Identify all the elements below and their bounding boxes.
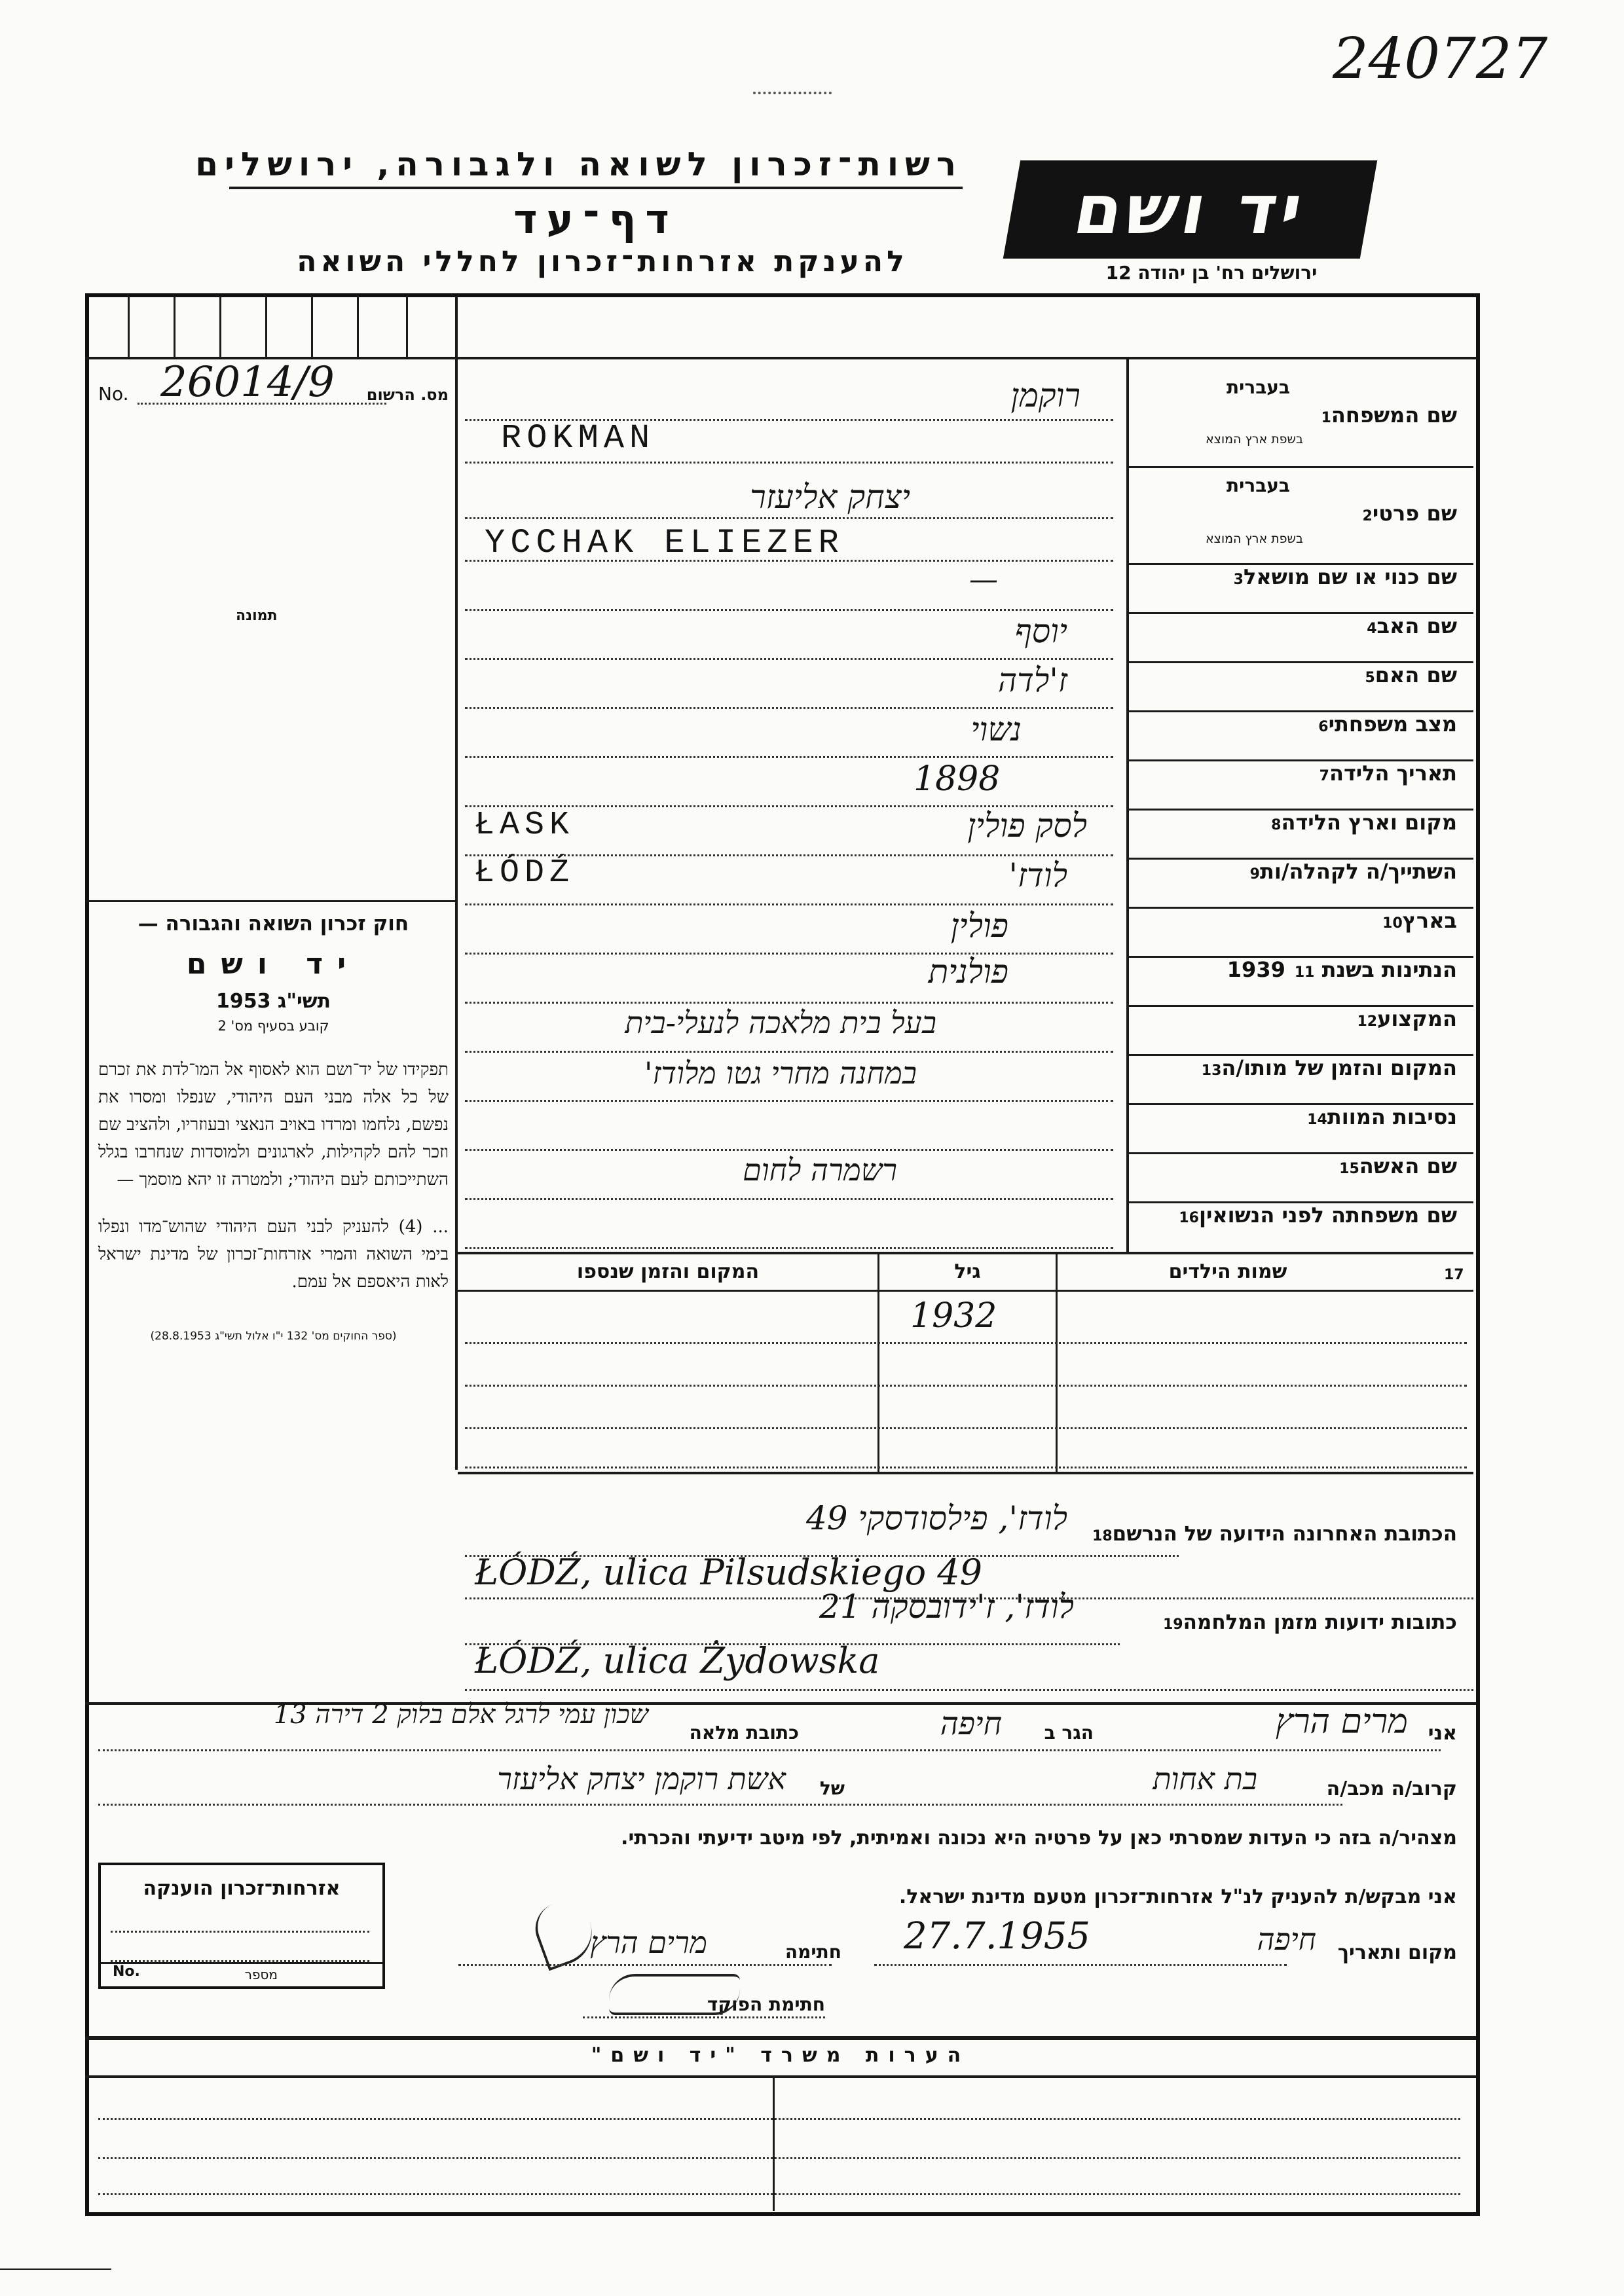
field-11-value: פולנית: [928, 953, 1008, 991]
memorial-box-no-label: No.: [113, 1963, 140, 1980]
field-5-value: ז'לדה: [997, 661, 1067, 699]
field-1-value-latin: ROKMAN: [501, 419, 655, 458]
logo-address: ירושלים רח' בן יהודה 12: [1105, 262, 1318, 283]
field-15-value: רשמרה לחום: [743, 1152, 897, 1188]
field-14-label: נסיבות המוות14: [1307, 1104, 1457, 1129]
signature-value: מרים הרץ: [590, 1925, 707, 1960]
declaration-text: מצהיר/ה בזה כי העדות שמסרתי כאן על פרטיה היא נכונה ואמיתית, לפי מיטב ידיעתי והכרתי.: [621, 1827, 1457, 1850]
field-2-value-hebrew: יצחק אליעזר: [750, 478, 910, 516]
field-13-label: המקום והזמן של מותו/ה13: [1201, 1055, 1457, 1080]
field-3-value: —: [969, 563, 998, 596]
inspector-label: חתימת הפוקד: [707, 1994, 825, 2015]
children-col-age: גיל: [954, 1260, 981, 1283]
law-section: קובע בסעיף מס' 2: [217, 1018, 329, 1034]
registration-no-label: No.: [98, 383, 129, 405]
declarant-resides-label: הגר ב: [1044, 1722, 1094, 1743]
field-2-value-latin: YCCHAK ELIEZER: [485, 524, 844, 562]
signature-label: חתימה: [784, 1941, 841, 1963]
declarant-of-person: אשת רוקמן יצחק אליעזר: [497, 1761, 786, 1796]
law-name: יד ושם: [186, 947, 361, 981]
field-15-label: שם האשה15: [1339, 1154, 1457, 1178]
declarant-name: מרים הרץ: [1275, 1702, 1408, 1741]
form-subtitle: להענקת אזרחות־זכרון לחללי השואה: [297, 245, 908, 278]
law-box: [98, 907, 449, 1343]
office-notes-title: הערות משרד "יד ושם": [591, 2044, 970, 2067]
law-paragraph-2: ... (4) להעניק לבני העם היהודי שהוש־מדו ונפלו בימי השואה והמרי אזרחות־זכרון של מדינת ישראל לאות היאספם אל עמם.: [98, 1217, 449, 1292]
field-3-label: שם כנוי או שם מושאל3: [1233, 564, 1457, 589]
law-citation: (ספר החוקים מס' 132 י"ו אלול תשי"ג 28.8.1953): [150, 1330, 397, 1343]
memorial-box-number-label: מספר: [244, 1967, 278, 1982]
field-11-label: הנתינות בשנת 193911: [1227, 957, 1457, 982]
field-1-value-hebrew: רוקמן: [1010, 376, 1080, 414]
field-18-value-hebrew: לודז', פילסודסקי 49: [805, 1499, 1067, 1537]
registration-number: 26014/9: [160, 358, 335, 407]
stray-marks: [753, 92, 832, 114]
field-2-sub-hebrew: בעברית: [1226, 475, 1290, 496]
field-1-sub-origin: בשפת ארץ המוצא: [1205, 432, 1303, 446]
declarant-address-label: כתובת מלאה: [689, 1722, 799, 1743]
children-num: 17: [1444, 1267, 1464, 1283]
field-7-value: 1898: [913, 759, 1001, 799]
field-4-label: שם האב4: [1367, 613, 1457, 638]
field-18-label: הכתובת האחרונה הידועה של הנרשם18: [1092, 1522, 1457, 1546]
field-1-label: שם המשפחה1: [1321, 403, 1457, 428]
memorial-box: [98, 1863, 385, 1989]
law-paragraph-1: תפקידו של יד־ושם הוא לאסוף אל המו־לדת את זכרם של כל אלה מבני העם היהודי, שנפלו ומסרו את נפשם, נלחמו ומרדו באויב הנאצי ובעוזריו, ולהציב שם וזכר להם לקהילות, לארגונים ולמוסדות שנחרבו בגלל השתייכותם לעם היהודי; ולמטרה זו יהא מוסמך —: [98, 1060, 449, 1190]
place-date-label: מקום ותאריך: [1337, 1941, 1457, 1964]
field-8-label: מקום וארץ הלידה8: [1271, 810, 1457, 835]
org-line: רשות־זכרון לשואה ולגבורה, ירושלים: [195, 145, 963, 183]
children-col-names: שמות הילדים: [1168, 1260, 1287, 1283]
field-19-label: כתובות ידועות מזמן המלחמה19: [1163, 1611, 1457, 1634]
declarant-full-address: שכון עמי לרגל אלם בלוק 2 דירה 13: [273, 1700, 648, 1730]
field-5-label: שם האם5: [1365, 663, 1457, 687]
declarant-ani-label: אני: [1428, 1722, 1457, 1745]
field-4-value: יוסף: [1014, 612, 1067, 650]
children-col-place: המקום והזמן שנספו: [576, 1260, 760, 1283]
field-6-value: נשוי: [970, 710, 1022, 748]
field-18-value-latin: ŁÓDŹ, ulica Pilsudskiego 49: [475, 1552, 983, 1593]
field-9-label: השתייך/ה לקהלה/ות9: [1249, 859, 1457, 884]
memorial-box-title: אזרחות־זכרון הוענקה: [143, 1877, 341, 1900]
field-7-label: תאריך הלידה7: [1319, 761, 1457, 786]
field-19-value-latin: ŁÓDŹ, ulica Żydowska: [475, 1640, 880, 1681]
field-10-label: בארץ10: [1382, 908, 1457, 933]
form-title: דף־עד: [513, 195, 678, 243]
place-value: חיפה: [1257, 1922, 1316, 1957]
field-13-value: במחנה מחרי גטו מלודז': [644, 1055, 917, 1091]
field-8-value: לסק פולין: [967, 807, 1087, 845]
field-2-label: שם פרטי2: [1362, 501, 1457, 526]
field-2-sub-origin: בשפת ארץ המוצא: [1205, 532, 1303, 546]
law-title: חוק זכרון השואה והגבורה —: [138, 912, 409, 936]
declarant-relation: בת אחות: [1153, 1761, 1257, 1796]
field-1-sub-hebrew: בעברית: [1226, 376, 1290, 398]
field-9-value: לודז': [1008, 856, 1067, 894]
registration: [98, 358, 449, 416]
field-8-value-latin: ŁASK: [475, 807, 575, 844]
registration-label: מס. הרשום: [366, 386, 449, 404]
inspector-signature-mark: [609, 1974, 740, 2015]
date-value: 27.7.1955: [904, 1915, 1091, 1958]
logo-text: יד ושם: [1068, 170, 1312, 249]
yad-vashem-logo: [1003, 160, 1377, 259]
field-19-value-hebrew: לודז', ז'ידובסקה 21: [819, 1588, 1074, 1626]
field-12-label: המקצוע12: [1357, 1006, 1457, 1031]
field-16-label: שם משפחתה לפני הנשואין16: [1179, 1203, 1457, 1228]
law-year: תשי"ג 1953: [215, 990, 331, 1013]
child-1-age: 1932: [910, 1296, 997, 1336]
field-12-value: בעל בית מלאכה לנעלי-בית: [625, 1005, 936, 1040]
field-6-label: מצב משפחתי6: [1318, 712, 1457, 737]
declarant-relative-label: קרוב/ה מכב/ה: [1326, 1777, 1457, 1800]
field-9-value-latin: ŁÓDŹ: [475, 854, 575, 892]
declarant-of-label: של: [819, 1777, 845, 1799]
photo-placeholder: תמונה: [236, 608, 278, 624]
field-10-value: פולין: [950, 907, 1008, 945]
request-text: אני מבקש/ת להעניק לנ"ל אזרחות־זכרון מטעם מדינת ישראל.: [898, 1886, 1457, 1908]
declarant-city: חיפה: [940, 1705, 1002, 1742]
archive-number: 240727: [1333, 26, 1548, 92]
